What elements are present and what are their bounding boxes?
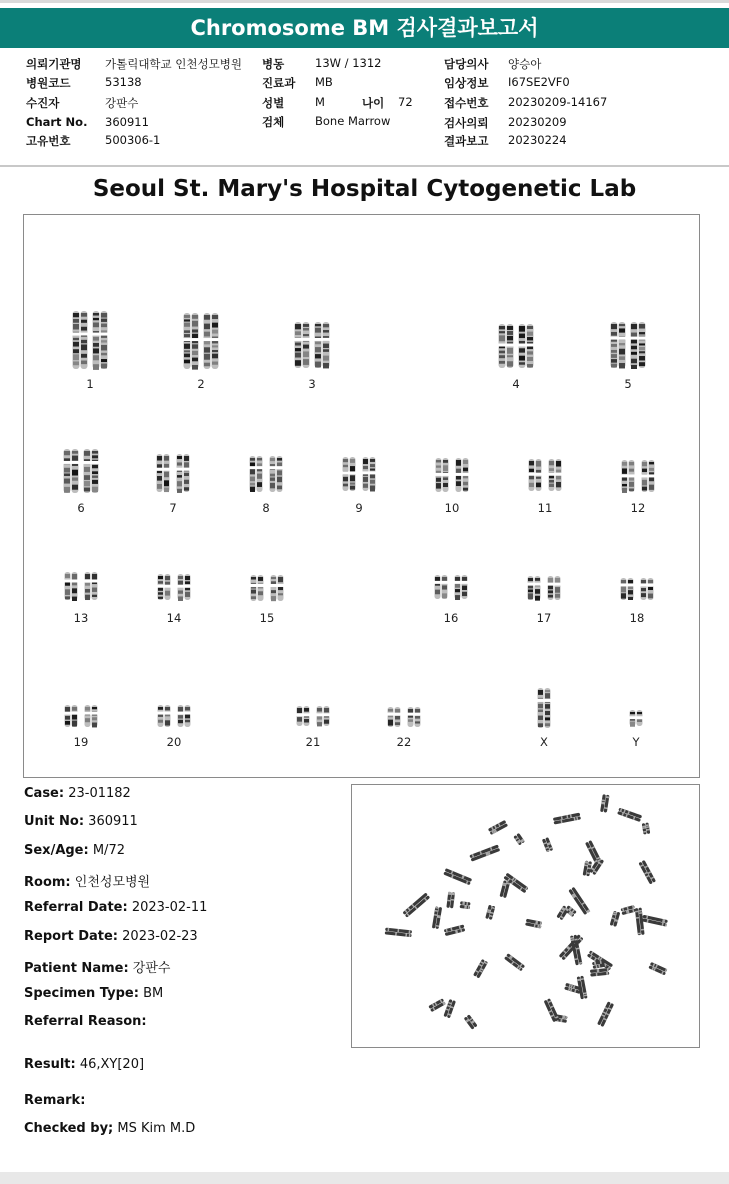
metaphase-chromosome: [443, 868, 472, 885]
chromosome-20: [144, 704, 204, 749]
result-report-value: 20230224: [508, 133, 567, 147]
clinical-info-value: I67SE2VF0: [508, 75, 570, 89]
chromosome-15: [237, 574, 297, 625]
chromosome-label: 4: [512, 377, 520, 391]
report-title: Chromosome BM 검사결과보고서: [190, 16, 539, 40]
patient-value: 강판수: [105, 96, 139, 110]
chromosome-17: [514, 575, 574, 625]
chromosome-label: 19: [73, 735, 89, 749]
info-row-test-request: 검사의뢰: [444, 116, 489, 130]
specimen-type-value: BM: [143, 986, 164, 1001]
metaphase-chromosome: [402, 892, 430, 917]
remark-row: Remark:: [24, 1093, 86, 1108]
chromosome-pair-9: [329, 456, 389, 492]
metaphase-chromosome: [597, 1001, 614, 1027]
result-row: Result: 46,XY[20]: [24, 1057, 145, 1072]
chromosome-21: [283, 705, 343, 749]
hospital-code-value: 53138: [105, 75, 142, 89]
chromosome-x: [514, 687, 574, 749]
metaphase-chromosome: [621, 905, 636, 915]
metaphase-chromosome: [638, 860, 656, 885]
metaphase-chromosome: [648, 962, 667, 976]
patient-name-row: Patient Name: 강판수: [24, 961, 171, 976]
room-row: Room: 인천성모병원: [24, 875, 151, 890]
metaphase-chromosome: [488, 820, 508, 835]
chromosome-pair-8: [236, 455, 296, 493]
metaphase-chromosome: [499, 880, 510, 898]
chromosome-2: [171, 312, 231, 391]
chromosome-pair-19: [51, 704, 111, 728]
chromosome-pair-6: [51, 448, 111, 494]
chromosome-8: [236, 455, 296, 515]
chromosome-3: [282, 321, 342, 391]
info-row-unique-no: 고유번호: [26, 134, 71, 148]
chromosome-y: [606, 709, 666, 749]
metaphase-chromosome: [464, 1014, 478, 1029]
chromosome-11: [515, 458, 575, 515]
top-border: [0, 0, 729, 3]
metaphase-chromosome: [525, 919, 542, 929]
chromosome-label: 22: [396, 735, 412, 749]
chromosome-pair-7: [143, 453, 203, 493]
karyogram-panel: [23, 214, 700, 778]
specimen-value: Bone Marrow: [315, 114, 391, 128]
specimen-type-row: Specimen Type: BM: [24, 986, 164, 1001]
reception-no-value: 20230209-14167: [508, 95, 608, 109]
chromosome-pair-17: [514, 575, 574, 601]
case-value: 23-01182: [68, 786, 131, 801]
chromosome-pair-21: [283, 705, 343, 727]
chromosome-label: 10: [444, 501, 460, 515]
metaphase-chromosome: [544, 998, 560, 1022]
referral-date-row: Referral Date: 2023-02-11: [24, 900, 208, 915]
institution-value: 가톨릭대학교 인천성모병원: [105, 57, 242, 71]
info-row-ward: 병동: [262, 57, 285, 71]
chromosome-label: 8: [262, 501, 270, 515]
referral-reason-row: Referral Reason:: [24, 1014, 147, 1029]
chromosome-label: 17: [536, 611, 552, 625]
info-row-department: 진료과: [262, 76, 296, 90]
chromosome-13: [51, 571, 111, 625]
chromosome-label: 6: [77, 501, 85, 515]
chromosome-pair-14: [144, 573, 204, 601]
department-value: MB: [315, 75, 333, 89]
chromosome-10: [422, 457, 482, 515]
report-date-value: 2023-02-23: [122, 929, 198, 944]
chromosome-label: 14: [166, 611, 182, 625]
chromosome-pair-11: [515, 458, 575, 492]
chromosome-19: [51, 704, 111, 749]
chromosome-7: [143, 453, 203, 515]
metaphase-chromosome: [432, 906, 442, 929]
chromosome-label: 18: [629, 611, 645, 625]
chart-no-value: 360911: [105, 115, 149, 129]
metaphase-chromosome: [583, 860, 592, 876]
chromosome-pair-16: [421, 574, 481, 600]
sex-age-row: Sex/Age: M/72: [24, 843, 125, 858]
chromosome-label: 3: [308, 377, 316, 391]
chromosome-label: X: [540, 735, 548, 749]
chromosome-pair-10: [422, 457, 482, 493]
chromosome-pair-4: [486, 323, 546, 369]
metaphase-chromosome: [610, 911, 621, 927]
metaphase-chromosome: [590, 968, 609, 977]
metaphase-chromosome: [617, 808, 642, 822]
chromosome-12: [608, 459, 668, 515]
info-row-result-report: 결과보고: [444, 134, 489, 148]
report-title-banner: [0, 8, 729, 48]
chromosome-label: 2: [197, 377, 205, 391]
metaphase-chromosome: [542, 837, 553, 852]
metaphase-chromosome: [485, 905, 495, 920]
chromosome-pair-22: [374, 706, 434, 728]
unit-no-row: Unit No: 360911: [24, 814, 138, 829]
chromosome-pair-3: [282, 321, 342, 369]
metaphase-chromosome: [428, 998, 446, 1012]
chromosome-pair-18: [607, 577, 667, 601]
chromosome-5: [598, 321, 658, 391]
chromosome-label: 16: [443, 611, 459, 625]
metaphase-chromosome: [600, 794, 609, 813]
info-row-reception-no: 접수번호: [444, 96, 489, 110]
chromosome-pair-12: [608, 459, 668, 493]
chromosome-label: 21: [305, 735, 321, 749]
metaphase-chromosome: [504, 953, 525, 971]
chromosome-label: 9: [355, 501, 363, 515]
metaphase-chromosome: [444, 924, 466, 936]
metaphase-spread-svg: [352, 785, 699, 1047]
chromosome-pair-y: [606, 709, 666, 727]
metaphase-chromosome: [446, 892, 455, 909]
metaphase-chromosome: [642, 915, 668, 927]
info-row-physician: 담당의사: [444, 57, 489, 71]
age-value: 72: [398, 95, 413, 109]
metaphase-image: [351, 784, 700, 1048]
case-row: Case: 23-01182: [24, 786, 131, 801]
info-row-sex: 성별: [262, 96, 285, 110]
chromosome-pair-x: [514, 687, 574, 729]
metaphase-chromosome: [443, 999, 456, 1018]
info-row-specimen: 검체: [262, 115, 285, 129]
info-row-patient: 수진자: [26, 96, 60, 110]
metaphase-chromosome: [460, 901, 471, 909]
metaphase-chromosome: [553, 813, 581, 825]
test-request-value: 20230209: [508, 115, 567, 129]
chromosome-22: [374, 706, 434, 749]
ward-value: 13W / 1312: [315, 56, 382, 70]
chromosome-label: 7: [169, 501, 177, 515]
chromosome-9: [329, 456, 389, 515]
chromosome-label: Y: [632, 735, 640, 749]
unit-no-value: 360911: [88, 814, 138, 829]
chromosome-6: [51, 448, 111, 515]
footer-bar: [0, 1172, 729, 1184]
room-value: 인천성모병원: [74, 875, 151, 890]
sex-age-value: M/72: [92, 843, 125, 858]
chromosome-pair-15: [237, 574, 297, 602]
chromosome-18: [607, 577, 667, 625]
metaphase-chromosome: [642, 822, 651, 834]
report-date-row: Report Date: 2023-02-23: [24, 929, 198, 944]
metaphase-chromosome: [385, 928, 412, 938]
chromosome-label: 15: [259, 611, 275, 625]
chromosome-pair-5: [598, 321, 658, 369]
lab-title: Seoul St. Mary's Hospital Cytogenetic Lab: [92, 176, 637, 202]
metaphase-chromosome: [469, 844, 500, 861]
info-divider: [0, 165, 729, 167]
chromosome-label: 12: [630, 501, 646, 515]
info-row-age: 나이: [362, 96, 385, 110]
chromosome-pair-13: [51, 571, 111, 601]
chromosome-pair-1: [60, 310, 120, 370]
checked-by-row: Checked by; MS Kim M.D: [24, 1121, 196, 1136]
chromosome-4: [486, 323, 546, 391]
metaphase-chromosome: [473, 959, 488, 979]
patient-name-value: 강판수: [132, 961, 171, 976]
info-row-chart-no: Chart No.: [26, 115, 88, 129]
result-value: 46,XY[20]: [79, 1057, 145, 1072]
chromosome-label: 5: [624, 377, 632, 391]
chromosome-label: 13: [73, 611, 89, 625]
info-row-institution: 의뢰기관명: [26, 57, 82, 71]
checked-by-value: MS Kim M.D: [117, 1121, 196, 1136]
chromosome-label: 20: [166, 735, 182, 749]
referral-date-value: 2023-02-11: [131, 900, 208, 915]
sex-value: M: [315, 95, 325, 109]
chromosome-pair-2: [171, 312, 231, 370]
metaphase-chromosome: [585, 840, 601, 864]
info-row-clinical-info: 임상정보: [444, 76, 489, 90]
chromosome-1: [60, 310, 120, 391]
unique-no-value: 500306-1: [105, 133, 161, 147]
metaphase-chromosome: [592, 960, 607, 969]
physician-value: 양승아: [508, 57, 542, 71]
chromosome-14: [144, 573, 204, 625]
patient-info-block: [0, 55, 729, 165]
chromosome-label: 11: [537, 501, 553, 515]
metaphase-chromosome: [513, 833, 525, 846]
chromosome-pair-20: [144, 704, 204, 728]
chromosome-label: 1: [86, 377, 94, 391]
chromosome-16: [421, 574, 481, 625]
info-row-hospital-code: 병원코드: [26, 76, 71, 90]
